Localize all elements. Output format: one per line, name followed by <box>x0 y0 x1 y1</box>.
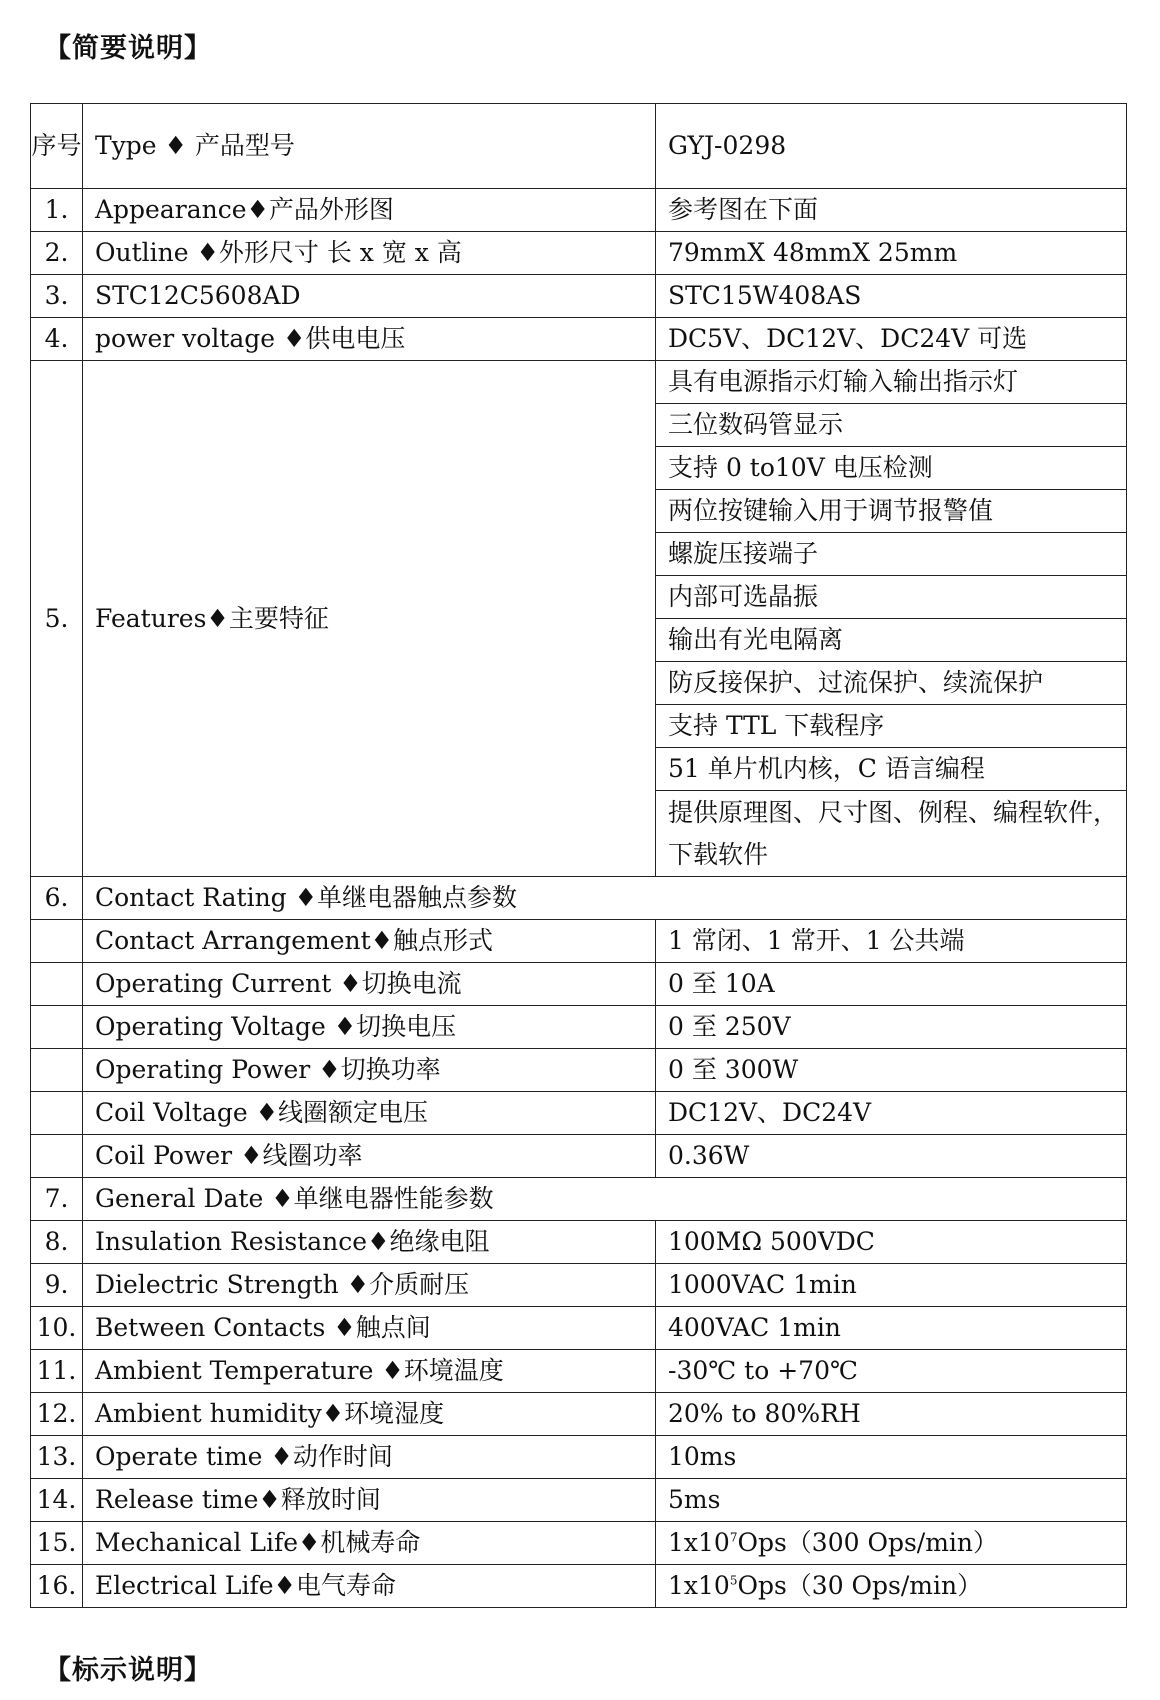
feature-item: 提供原理图、尺寸图、例程、编程软件，下载软件 <box>656 791 1127 877</box>
life-exponent: 7 <box>729 1530 738 1545</box>
row-num <box>31 963 83 1006</box>
row-value: 0 至 300W <box>656 1049 1127 1092</box>
table-row <box>31 1049 1127 1092</box>
row-num: 1. <box>31 189 83 232</box>
table-row <box>31 1264 1127 1307</box>
row-label: Release time♦释放时间 <box>83 1479 656 1522</box>
row-label: Coil Voltage ♦线圈额定电压 <box>83 1092 656 1135</box>
general-title: General Date ♦单继电器性能参数 <box>83 1178 1127 1221</box>
contact-title: Contact Rating ♦单继电器触点参数 <box>83 877 1127 920</box>
general-title-row <box>31 1178 1127 1221</box>
life-rest: Ops（30 Ops/min） <box>737 1571 983 1600</box>
life-rest: Ops（300 Ops/min） <box>737 1528 999 1557</box>
table-header-row <box>31 104 1127 189</box>
row-num <box>31 1092 83 1135</box>
row-num: 2. <box>31 232 83 275</box>
table-row <box>31 1221 1127 1264</box>
feature-item: 支持 0 to10V 电压检测 <box>656 447 1127 490</box>
life-base: 1x10 <box>668 1528 730 1557</box>
row-num <box>31 1006 83 1049</box>
row-value: 1000VAC 1min <box>656 1264 1127 1307</box>
table-row <box>31 1393 1127 1436</box>
row-label: Ambient humidity♦环境湿度 <box>83 1393 656 1436</box>
row-label: Electrical Life♦电气寿命 <box>83 1565 656 1608</box>
row-value: STC15W408AS <box>656 275 1127 318</box>
table-row <box>31 1522 1127 1565</box>
feature-item: 螺旋压接端子 <box>656 533 1127 576</box>
row-value: DC5V、DC12V、DC24V 可选 <box>656 318 1127 361</box>
row-num: 15. <box>31 1522 83 1565</box>
table-row <box>31 1135 1127 1178</box>
row-label: STC12C5608AD <box>83 275 656 318</box>
row-value: 20% to 80%RH <box>656 1393 1127 1436</box>
row-label: Outline ♦外形尺寸 长 x 宽 x 高 <box>83 232 656 275</box>
row-label: Ambient Temperature ♦环境温度 <box>83 1350 656 1393</box>
row-num: 11. <box>31 1350 83 1393</box>
row-label: Insulation Resistance♦绝缘电阻 <box>83 1221 656 1264</box>
summary-heading: 【简要说明】 <box>44 33 212 64</box>
feature-item: 两位按键输入用于调节报警值 <box>656 490 1127 533</box>
features-row <box>31 361 1127 404</box>
table-row <box>31 963 1127 1006</box>
row-label: Operating Voltage ♦切换电压 <box>83 1006 656 1049</box>
row-label: Operating Power ♦切换功率 <box>83 1049 656 1092</box>
row-num: 9. <box>31 1264 83 1307</box>
row-value <box>656 1565 1127 1608</box>
row-label: Operate time ♦动作时间 <box>83 1436 656 1479</box>
table-row <box>31 1307 1127 1350</box>
row-num: 7. <box>31 1178 83 1221</box>
feature-item: 支持 TTL 下载程序 <box>656 705 1127 748</box>
feature-item: 三位数码管显示 <box>656 404 1127 447</box>
table-row <box>31 920 1127 963</box>
type-value: GYJ-0298 <box>656 104 1127 189</box>
table-row <box>31 1565 1127 1608</box>
row-value: 0.36W <box>656 1135 1127 1178</box>
table-row <box>31 1479 1127 1522</box>
row-value: 5ms <box>656 1479 1127 1522</box>
row-value: 100MΩ 500VDC <box>656 1221 1127 1264</box>
feature-item: 防反接保护、过流保护、续流保护 <box>656 662 1127 705</box>
row-value: 10ms <box>656 1436 1127 1479</box>
row-value: 400VAC 1min <box>656 1307 1127 1350</box>
table-row <box>31 1436 1127 1479</box>
table-row <box>31 1350 1127 1393</box>
table-row <box>31 232 1127 275</box>
row-value: DC12V、DC24V <box>656 1092 1127 1135</box>
row-value: -30℃ to +70℃ <box>656 1350 1127 1393</box>
spec-table <box>30 103 1127 1608</box>
feature-item: 具有电源指示灯输入输出指示灯 <box>656 361 1127 404</box>
marking-heading: 【标示说明】 <box>44 1655 212 1686</box>
row-num: 8. <box>31 1221 83 1264</box>
row-label: Between Contacts ♦触点间 <box>83 1307 656 1350</box>
row-value: 0 至 250V <box>656 1006 1127 1049</box>
row-num <box>31 920 83 963</box>
row-num: 14. <box>31 1479 83 1522</box>
table-row <box>31 1092 1127 1135</box>
row-label: Mechanical Life♦机械寿命 <box>83 1522 656 1565</box>
contact-title-row <box>31 877 1127 920</box>
row-value: 0 至 10A <box>656 963 1127 1006</box>
row-num: 6. <box>31 877 83 920</box>
row-num: 4. <box>31 318 83 361</box>
life-exponent: 5 <box>729 1573 738 1588</box>
row-label: Dielectric Strength ♦介质耐压 <box>83 1264 656 1307</box>
row-num <box>31 1135 83 1178</box>
row-value: 1 常闭、1 常开、1 公共端 <box>656 920 1127 963</box>
table-row <box>31 1006 1127 1049</box>
life-base: 1x10 <box>668 1571 730 1600</box>
row-num: 10. <box>31 1307 83 1350</box>
row-num: 13. <box>31 1436 83 1479</box>
row-num <box>31 1049 83 1092</box>
row-value: 79mmX 48mmX 25mm <box>656 232 1127 275</box>
feature-item: 内部可选晶振 <box>656 576 1127 619</box>
table-row <box>31 318 1127 361</box>
row-num: 12. <box>31 1393 83 1436</box>
features-label: Features♦主要特征 <box>83 361 656 877</box>
table-row <box>31 275 1127 318</box>
table-row <box>31 189 1127 232</box>
row-label: power voltage ♦供电电压 <box>83 318 656 361</box>
type-label: Type ♦ 产品型号 <box>83 104 656 189</box>
feature-item: 51 单片机内核，C 语言编程 <box>656 748 1127 791</box>
feature-item: 输出有光电隔离 <box>656 619 1127 662</box>
row-label: Appearance♦产品外形图 <box>83 189 656 232</box>
seq-header <box>31 104 83 189</box>
row-value <box>656 1522 1127 1565</box>
row-num: 16. <box>31 1565 83 1608</box>
seq-label: 序号 <box>31 131 82 160</box>
row-label: Operating Current ♦切换电流 <box>83 963 656 1006</box>
features-num: 5. <box>31 361 83 877</box>
row-num: 3. <box>31 275 83 318</box>
row-value: 参考图在下面 <box>656 189 1127 232</box>
row-label: Coil Power ♦线圈功率 <box>83 1135 656 1178</box>
row-label: Contact Arrangement♦触点形式 <box>83 920 656 963</box>
